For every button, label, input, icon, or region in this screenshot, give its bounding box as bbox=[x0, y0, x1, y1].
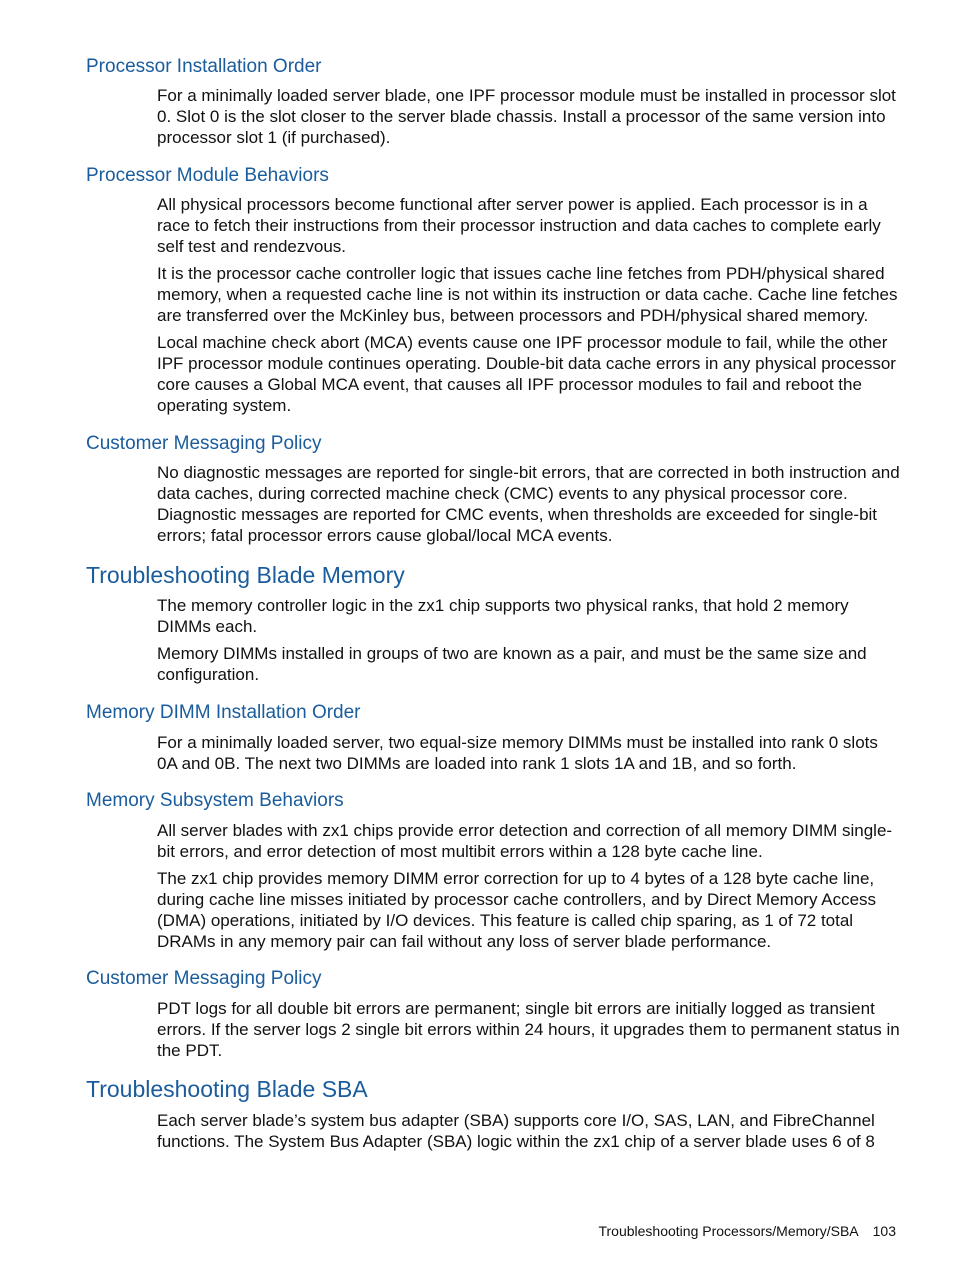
paragraph: Each server blade’s system bus adapter (SBA) supports core I/O, SAS, LAN, and FibreChannel functions. The System Bus Adapter (SBA) logic within the zx1 chip of a server blade uses 6 of 8 bbox=[157, 1111, 875, 1151]
section-heading-customer-messaging-policy: Customer Messaging Policy bbox=[86, 433, 322, 454]
section-heading-memory-subsystem-behaviors: Memory Subsystem Behaviors bbox=[86, 790, 344, 811]
paragraph: Local machine check abort (MCA) events cause one IPF processor module to fail, while the other IPF processor module continues operating. Double-bit data cache errors in any physical processor core causes a Global MCA event, that causes all IPF processor modules to fail and reboot the operating system. bbox=[157, 333, 896, 415]
page-footer bbox=[598, 1222, 896, 1240]
paragraph: The zx1 chip provides memory DIMM error correction for up to 4 bytes of a 128 byte cache line, during cache line misses initiated by processor cache controllers, and by Direct Memory Access (DMA) operations, initiated by I/O devices. This feature is called chip sparing, as 1 of 72 total DRAMs in any memory pair can fail without any loss of server blade performance. bbox=[157, 869, 877, 951]
page-number: 103 bbox=[872, 1223, 896, 1239]
section-heading-memory-dimm-installation-order: Memory DIMM Installation Order bbox=[86, 702, 361, 723]
paragraph: All physical processors become functional after server power is applied. Each processor is in a race to fetch their instructions from their processor instruction and data caches to complete early self test and rendezvous. bbox=[157, 195, 881, 256]
section-heading-customer-messaging-policy-memory: Customer Messaging Policy bbox=[86, 968, 322, 989]
paragraph: The memory controller logic in the zx1 chip supports two physical ranks, that hold 2 memory DIMMs each. bbox=[157, 596, 849, 636]
paragraph: Memory DIMMs installed in groups of two are known as a pair, and must be the same size and configuration. bbox=[157, 644, 867, 684]
section-heading-processor-module-behaviors: Processor Module Behaviors bbox=[86, 165, 329, 186]
paragraph: For a minimally loaded server blade, one IPF processor module must be installed in processor slot 0. Slot 0 is the slot closer to the server blade chassis. Install a processor of the same version into processor slot 1 (if purchased). bbox=[157, 86, 896, 147]
section-heading-troubleshooting-blade-sba: Troubleshooting Blade SBA bbox=[86, 1076, 368, 1102]
paragraph: PDT logs for all double bit errors are permanent; single bit errors are initially logged as transient errors. If the server logs 2 single bit errors within 24 hours, it upgrades them to permanent status in the PDT. bbox=[157, 999, 900, 1060]
paragraph: All server blades with zx1 chips provide error detection and correction of all memory DIMM single-bit errors, and error detection of most multibit errors within a 128 byte cache line. bbox=[157, 821, 893, 861]
paragraph: It is the processor cache controller logic that issues cache line fetches from PDH/physical shared memory, when a requested cache line is not within its instruction or data cache. Cache line fetches are transferred over the McKinley bus, between processors and PDH/physical shared memory. bbox=[157, 264, 898, 325]
section-heading-troubleshooting-blade-memory: Troubleshooting Blade Memory bbox=[86, 562, 405, 588]
section-heading-processor-installation-order: Processor Installation Order bbox=[86, 56, 322, 77]
paragraph: No diagnostic messages are reported for single-bit errors, that are corrected in both instruction and data caches, during corrected machine check (CMC) events to any physical processor core. Diagnostic messages are reported for CMC events, when thresholds are exceeded for single-bit errors; fatal processor errors cause global/local MCA events. bbox=[157, 463, 900, 545]
paragraph: For a minimally loaded server, two equal-size memory DIMMs must be installed into rank 0 slots 0A and 0B. The next two DIMMs are loaded into rank 1 slots 1A and 1B, and so forth. bbox=[157, 733, 878, 773]
footer-running-title: Troubleshooting Processors/Memory/SBA bbox=[598, 1223, 859, 1239]
